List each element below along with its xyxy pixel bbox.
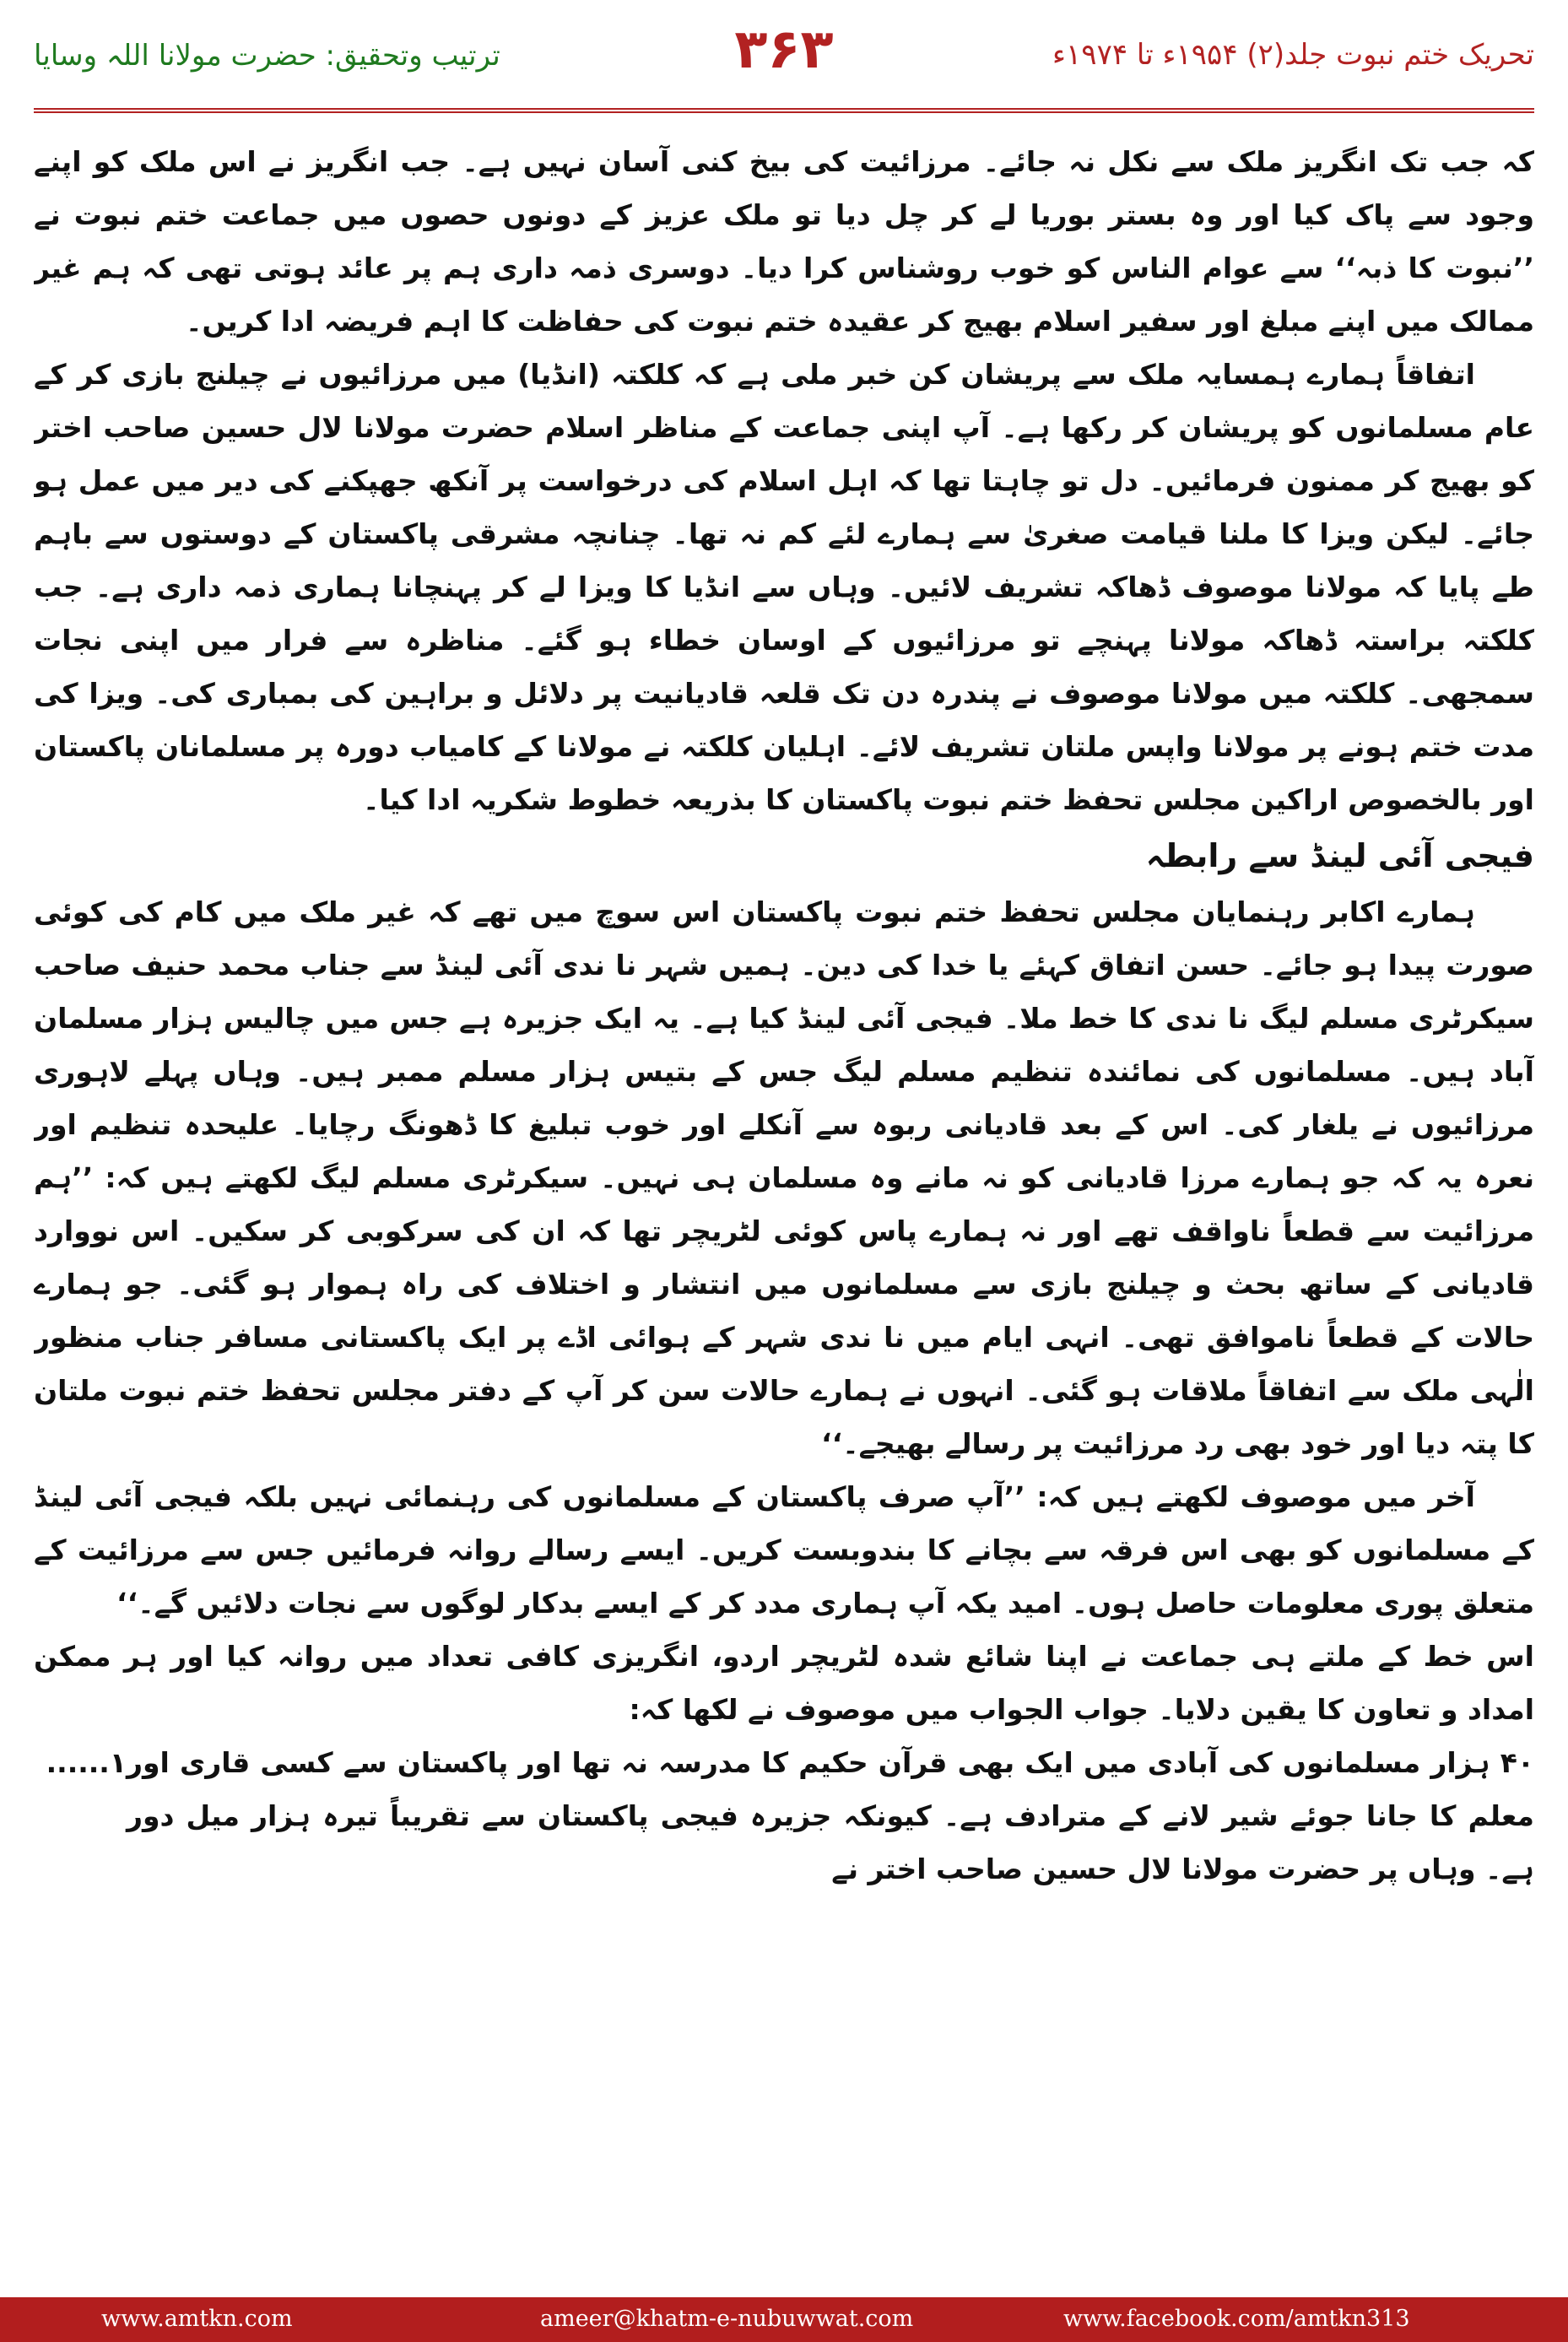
quote-paragraph: آخر میں موصوف لکھتے ہیں کہ: ’’آپ صرف پاکستان کے مسلمانوں کی رہنمائی نہیں بلکہ فیجی آئی لینڈ کے مسلمانوں کو بھی اس فرقہ سے بچانے کا بندوبست کریں۔ ایسے رسالے روانہ فرمائیں جس سے مرزائیت کے متعلق پوری معلومات حاصل ہوں۔ امید یکہ آپ ہماری مدد کر کے ایسے بدکار لوگوں سے نجات دلائیں گے۔‘‘	[34, 1480, 1534, 1620]
header-divider	[34, 108, 1534, 113]
paragraph: ہمارے اکابر رہنمایان مجلس تحفظ ختم نبوت پاکستان اس سوچ میں تھے کہ غیر ملک میں کام کی کوئی صورت پیدا ہو جائے۔ حسن اتفاق کہئے یا خدا کی دین۔ ہمیں شہر نا ندی آئی لینڈ سے جناب محمد حنیف صاحب سیکرٹری مسلم لیگ نا ندی کا خط ملا۔ فیجی آئی لینڈ کیا ہے۔ یہ ایک جزیرہ ہے جس میں چالیس ہزار مسلمان آباد ہیں۔ مسلمانوں کی نمائندہ تنظیم مسلم لیگ جس کے بتیس ہزار مسلم ممبر ہیں۔ وہاں پہلے لاہوری مرزائیوں نے یلغار کی۔ اس کے بعد قادیانی ربوہ سے آنکلے اور خوب تبلیغ کا ڈھونگ رچایا۔ علیحدہ تنظیم اور نعرہ یہ کہ جو ہمارے مرزا قادیانی کو نہ مانے وہ مسلمان ہی نہیں۔ سیکرٹری مسلم لیگ لکھتے ہیں کہ: ’’ہم مرزائیت سے قطعاً ناواقف تھے اور نہ ہمارے پاس کوئی لٹریچر تھا کہ ان کی سرکوبی کر سکیں۔ اس نووارد قادیانی کے ساتھ بحث و چیلنج بازی سے مسلمانوں میں انتشار و اختلاف کی راہ ہموار ہو گئی۔ جو ہمارے حالات کے قطعاً ناموافق تھی۔ انہی ایام میں نا ندی شہر کے ہوائی اڈے پر ایک پاکستانی مسافر جناب منظور الٰہی ملک سے اتفاقاً ملاقات ہو گئی۔ انہوں نے ہمارے حالات سن کر آپ کے دفتر مجلس تحفظ ختم نبوت ملتان کا پتہ دیا اور خود بھی رد مرزائیت پر رسالے بھیجے۔‘‘	[34, 895, 1534, 1460]
list-item-text: ۴۰ ہزار مسلمانوں کی آبادی میں ایک بھی قرآن حکیم کا مدرسہ نہ تھا اور پاکستان سے کسی قاری اور معلم کا جانا جوئے شیر لانے کے مترادف ہے۔ کیونکہ جزیرہ فیجی پاکستان سے تقریباً تیرہ ہزار میل دور ہے۔ وہاں پر حضرت مولانا لال حسین صاحب اختر نے	[127, 1746, 1534, 1885]
section-heading: فیجی آئی لینڈ سے رابطہ	[1145, 837, 1534, 874]
footer-bar	[0, 2297, 1568, 2342]
page-header	[0, 0, 1568, 127]
compiler-credit: ترتیب وتحقیق: حضرت مولانا اللہ وسایا	[34, 39, 500, 73]
list-item-number: ۱......	[46, 1746, 127, 1779]
email-link[interactable]: ameer@khatm-e-nubuwwat.com	[540, 2306, 914, 2332]
paragraph: اتفاقاً ہمارے ہمسایہ ملک سے پریشان کن خبر ملی ہے کہ کلکتہ (انڈیا) میں مرزائیوں نے چیلنج بازی کر کے عام مسلمانوں کو پریشان کر رکھا ہے۔ آپ اپنی جماعت کے مناظر اسلام حضرت مولانا لال حسین صاحب اختر کو بھیج کر ممنون فرمائیں۔ دل تو چاہتا تھا کہ اہل اسلام کی درخواست پر آنکھ جھپکنے کی دیر میں عمل ہو جائے۔ لیکن ویزا کا ملنا قیامت صغریٰ سے ہمارے لئے کم نہ تھا۔ چنانچہ مشرقی پاکستان کے دوستوں سے باہم طے پایا کہ مولانا موصوف ڈھاکہ تشریف لائیں۔ وہاں سے انڈیا کا ویزا لے کر پہنچانا ہماری ذمہ داری ہے۔ جب کلکتہ براستہ ڈھاکہ مولانا پہنچے تو مرزائیوں کے اوسان خطاء ہو گئے۔ مناظرہ سے فرار میں اپنی نجات سمجھی۔ کلکتہ میں مولانا موصوف نے پندرہ دن تک قلعہ قادیانیت پر دلائل و براہین کی بمباری کی۔ ویزا کی مدت ختم ہونے پر مولانا واپس ملتان تشریف لائے۔ اہلیان کلکتہ نے مولانا کے کامیاب دورہ پر مسلمانان پاکستان اور بالخصوص اراکین مجلس تحفظ ختم نبوت پاکستان کا بذریعہ خطوط شکریہ ادا کیا۔	[34, 358, 1534, 816]
book-title: تحریک ختم نبوت جلد(۲) ۱۹۵۴ء تا ۱۹۷۴ء	[1052, 38, 1534, 72]
facebook-link[interactable]: www.facebook.com/amtkn313	[1063, 2306, 1410, 2332]
website-link[interactable]: www.amtkn.com	[101, 2306, 293, 2332]
paragraph: اس خط کے ملتے ہی جماعت نے اپنا شائع شدہ لٹریچر اردو، انگریزی کافی تعداد میں روانہ کیا اور ہر ممکن امداد و تعاون کا یقین دلایا۔ جواب الجواب میں موصوف نے لکھا کہ:	[34, 1640, 1534, 1726]
paragraph: کہ جب تک انگریز ملک سے نکل نہ جائے۔ مرزائیت کی بیخ کنی آسان نہیں ہے۔ جب انگریز نے اس ملک کو اپنے وجود سے پاک کیا اور وہ بستر بوریا لے کر چل دیا تو ملک عزیز کے دونوں حصوں میں جماعت ختم نبوت نے ’’نبوت کا ذبہ‘‘ سے عوام الناس کو خوب روشناس کرا دیا۔ دوسری ذمہ داری ہم پر عائد ہوتی تھی کہ ہم غیر ممالک میں اپنے مبلغ اور سفیر اسلام بھیج کر عقیدہ ختم نبوت کی حفاظت کا اہم فریضہ ادا کریں۔	[34, 145, 1534, 338]
list-item	[34, 1736, 1534, 1896]
page-number: ۳۶۳	[734, 19, 834, 81]
page-body	[34, 135, 1534, 2186]
